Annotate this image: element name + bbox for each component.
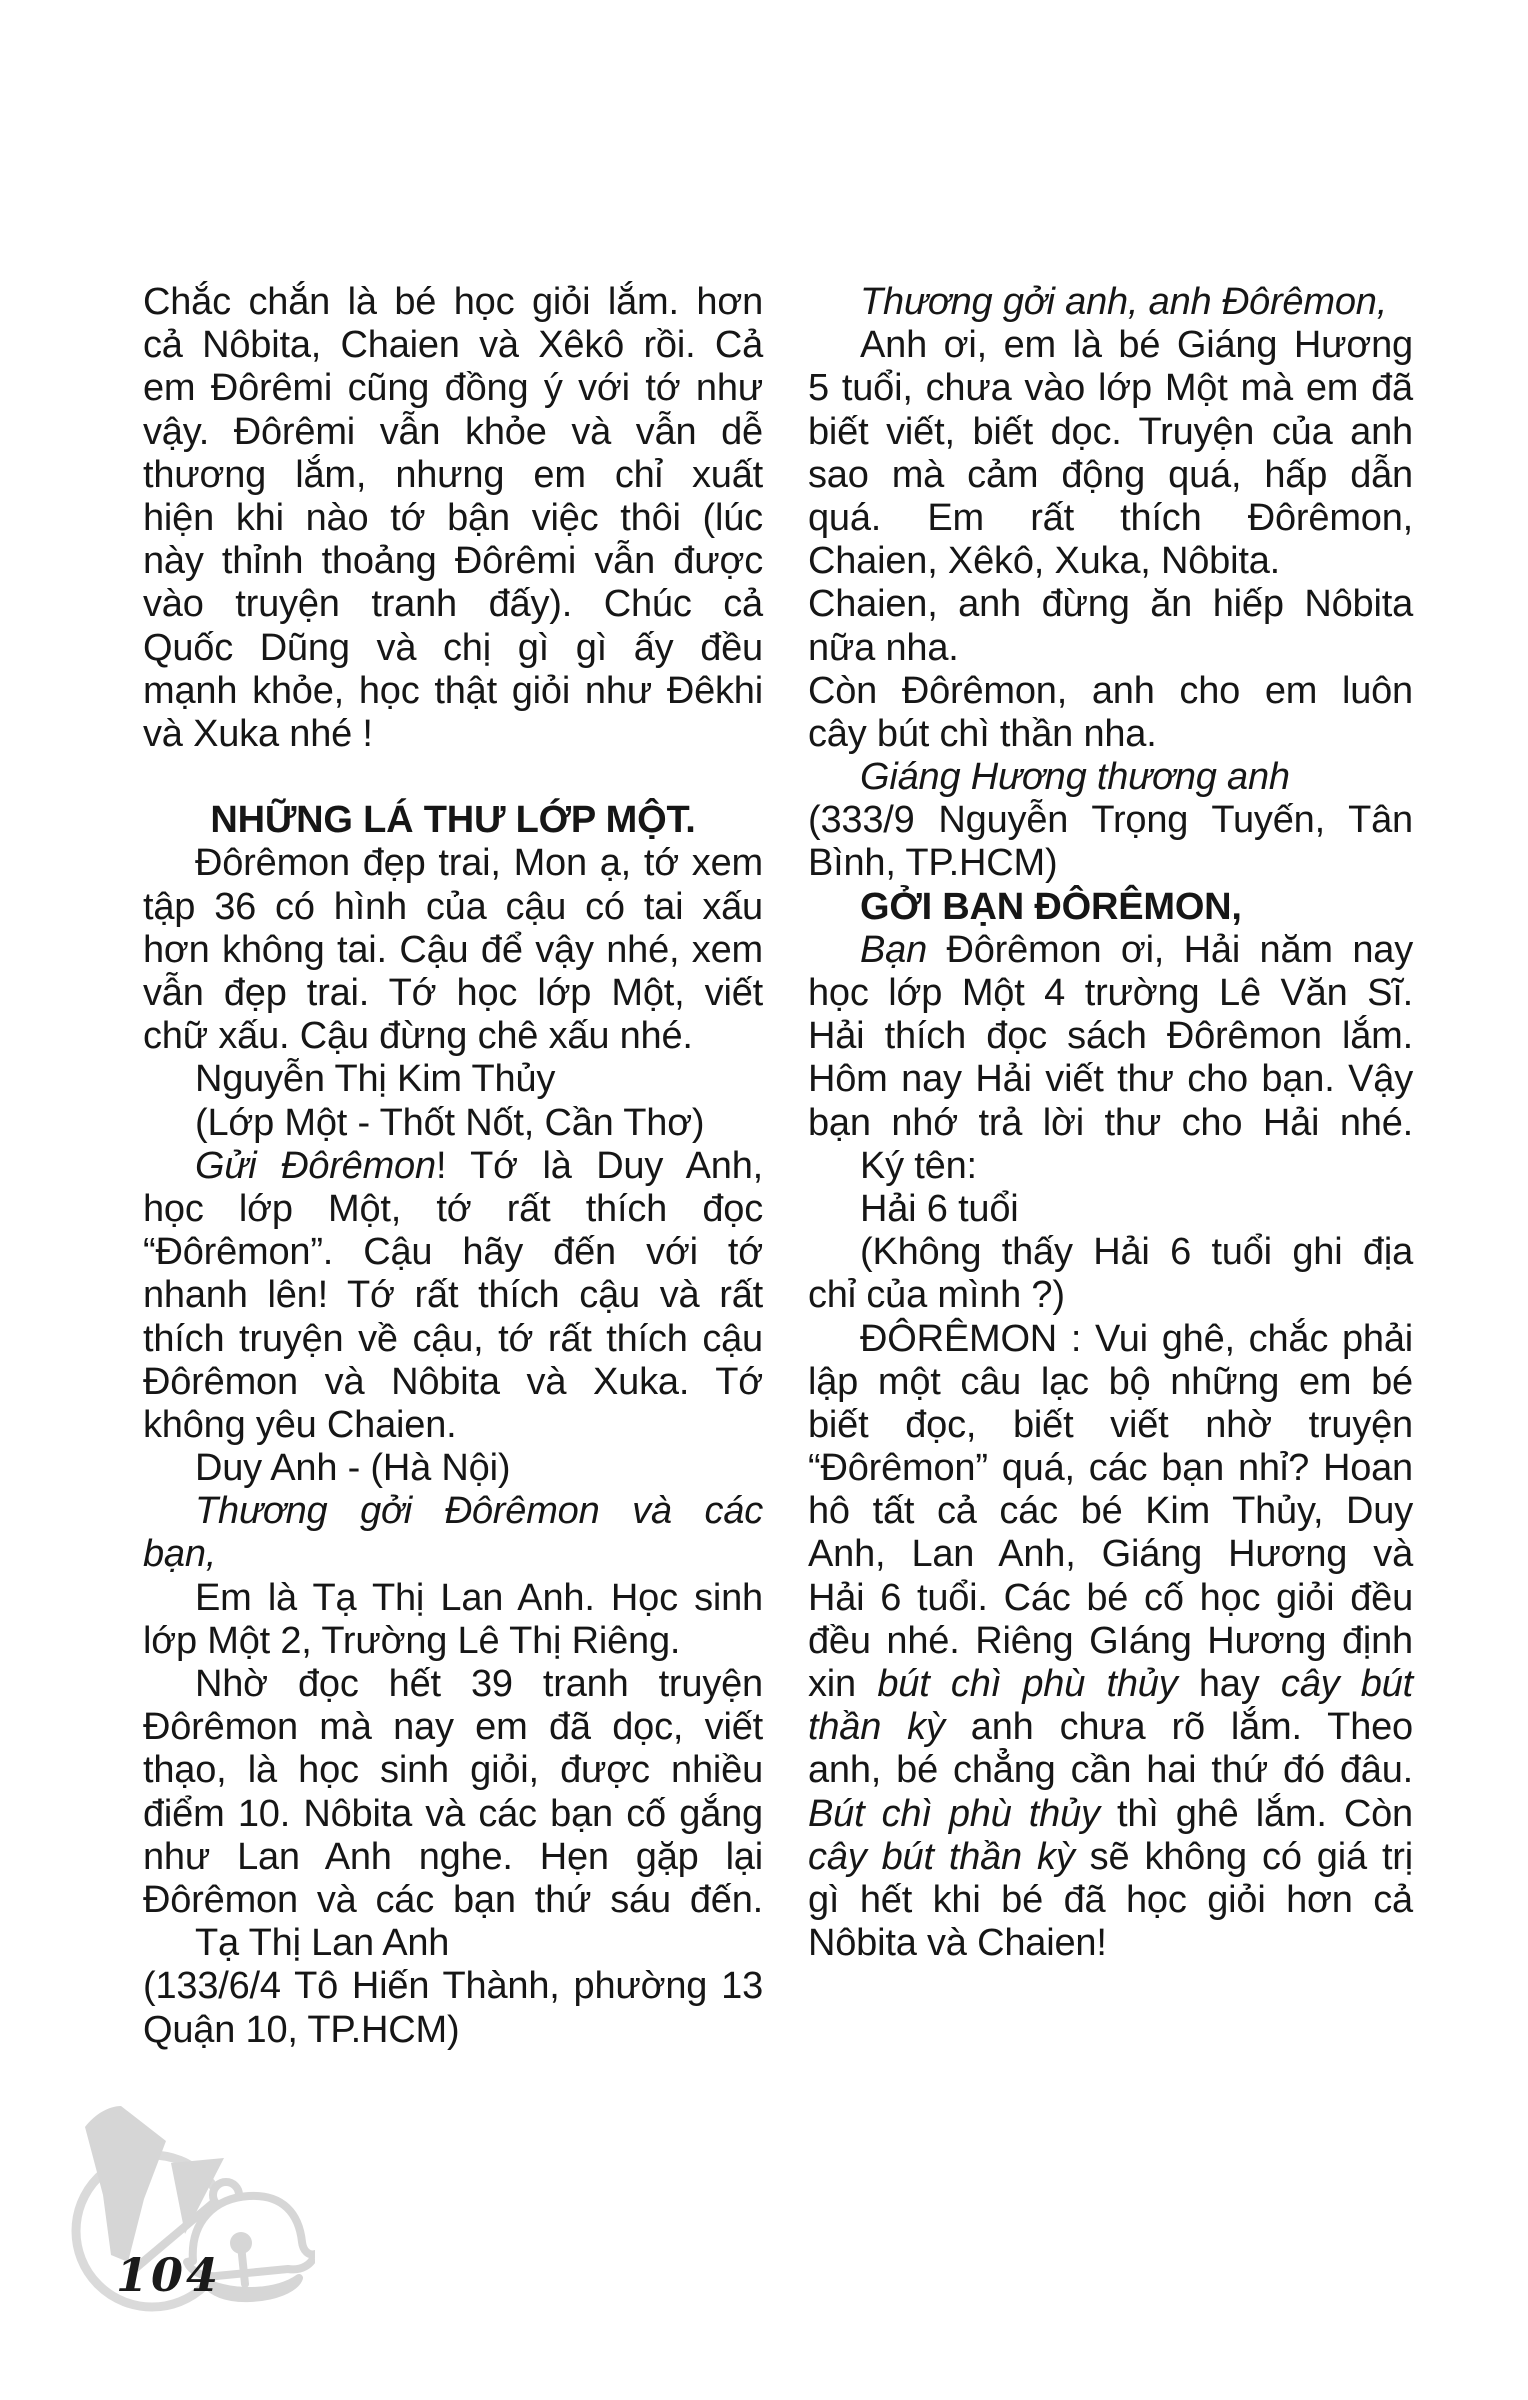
text-line: Bạn Đôrêmon ơi, Hải năm nay (860, 928, 1413, 971)
right-text-column (808, 281, 1413, 1965)
text-line: vẫn đẹp trai. Tớ học lớp Một, viết (143, 972, 763, 1014)
text-line: thương lắm, nhưng em chỉ xuất (143, 453, 763, 496)
text-line: biết đọc, biết viết nhờ truyện (808, 1403, 1413, 1446)
text-line: ĐÔRÊMON : Vui ghê, chắc phải (860, 1317, 1413, 1360)
text-line: Đôrêmon và Nôbita và Xuka. Tớ (143, 1360, 763, 1403)
text-line: Nhờ đọc hết 39 tranh truyện (195, 1663, 763, 1705)
text-line: chỉ của mình ?) (808, 1274, 1065, 1317)
text-line: hô tất cả các bé Kim Thủy, Duy (808, 1490, 1413, 1533)
text-line: gì hết khi bé đã học giỏi hơn cả (808, 1878, 1413, 1921)
text-line: vậy. Đôrêmi vẫn khỏe và vẫn dễ (143, 410, 763, 453)
text-line: anh, bé chẳng cần hai thứ đó đâu. (808, 1749, 1413, 1792)
text-line: tập 36 có hình của cậu có tai xấu (143, 885, 763, 928)
text-line: vào truyện tranh đấy). Chúc cả (143, 583, 763, 626)
text-line: cả Nôbita, Chaien và Xêkô rồi. Cả (143, 324, 763, 367)
text-line: Quốc Dũng và chị gì gì ấy đều (143, 626, 763, 669)
text-line: Anh, Lan Anh, Giáng Hương và (808, 1533, 1413, 1576)
text-line: Nguyễn Thị Kim Thủy (195, 1058, 556, 1101)
text-line: quá. Em rất thích Đôrêmon, (808, 496, 1413, 539)
text-line: Hôm nay Hải viết thư cho bạn. Vậy (808, 1058, 1413, 1101)
section-heading: NHỮNG LÁ THƯ LỚP MỘT. (210, 799, 696, 842)
text-line: Đôrêmon đẹp trai, Mon ạ, tớ xem (195, 842, 763, 885)
text-line: Hải 6 tuổi (860, 1187, 1019, 1230)
text-line: như Lan Anh nghe. Hẹn gặp lại (143, 1835, 763, 1878)
text-line: cây bút chì thần nha. (808, 712, 1157, 755)
text-line: (Không thấy Hải 6 tuổi ghi địa (860, 1231, 1413, 1274)
text-line: Nôbita và Chaien! (808, 1922, 1107, 1965)
text-line: Giáng Hương thương anh (860, 756, 1290, 799)
text-line: (Lớp Một - Thốt Nốt, Cần Thơ) (195, 1101, 705, 1144)
page-number: 104 (116, 2248, 222, 2302)
text-line: hơn không tai. Cậu để vậy nhé, xem (143, 928, 763, 971)
text-line: Tạ Thị Lan Anh (195, 1922, 450, 1965)
blank-line (143, 756, 763, 799)
text-line: em Đôrêmi cũng đồng ý với tớ như (143, 367, 763, 410)
text-line: (133/6/4 Tô Hiến Thành, phường 13 (143, 1965, 763, 2008)
text-line: Ký tên: (860, 1144, 977, 1187)
text-line: bạn nhớ trả lời thư cho Hải nhé. (808, 1101, 1413, 1144)
text-line: thích truyện về cậu, tớ rất thích cậu (143, 1317, 763, 1360)
text-line: đều nhé. Riêng GIáng Hương định (808, 1619, 1413, 1662)
text-line: điểm 10. Nôbita và các bạn cố gắng (143, 1792, 763, 1835)
text-line: nhanh lên! Tớ rất thích cậu và rất (143, 1274, 763, 1317)
text-line: sao mà cảm động quá, hấp dẫn (808, 453, 1413, 496)
text-line: bạn, (143, 1533, 217, 1576)
text-line: lớp Một 2, Trường Lê Thị Riêng. (143, 1619, 681, 1662)
text-line: Gửi Đôrêmon! Tớ là Duy Anh, (195, 1144, 763, 1187)
text-line: Duy Anh - (Hà Nội) (195, 1447, 511, 1490)
text-line: hiện khi nào tớ bận việc thôi (lúc (143, 496, 763, 539)
text-line: Thương gởi Đôrêmon và các (195, 1490, 763, 1533)
text-line: “Đôrêmon” quá, các bạn nhỉ? Hoan (808, 1447, 1413, 1490)
text-line: Anh ơi, em là bé Giáng Hương (860, 324, 1413, 367)
text-line: Thương gởi anh, anh Đôrêmon, (860, 281, 1388, 323)
text-line: Chaien, anh đừng ăn hiếp Nôbita (808, 583, 1413, 626)
text-line: học lớp Một 4 trường Lê Văn Sĩ. (808, 972, 1413, 1014)
text-line: “Đôrêmon”. Cậu hãy đến với tớ (143, 1231, 763, 1274)
text-line: thạo, là học sinh giỏi, được nhiều (143, 1749, 763, 1792)
text-line: Đôrêmon mà nay em đã dọc, viết (143, 1706, 763, 1749)
text-line: Hải thích đọc sách Đôrêmon lắm. (808, 1015, 1413, 1058)
text-line: Bút chì phù thủy thì ghê lắm. Còn (808, 1792, 1413, 1835)
text-line: Đôrêmon và các bạn thứ sáu đến. (143, 1878, 763, 1921)
text-line: Bình, TP.HCM) (808, 842, 1058, 885)
text-line: Chaien, Xêkô, Xuka, Nôbita. (808, 540, 1280, 583)
left-text-column (143, 281, 763, 2052)
text-line: (333/9 Nguyễn Trọng Tuyến, Tân (808, 799, 1413, 842)
text-line: biết viết, biết dọc. Truyện của anh (808, 410, 1413, 453)
text-line: thần kỳ anh chưa rõ lắm. Theo (808, 1706, 1413, 1749)
text-line: và Xuka nhé ! (143, 712, 373, 755)
text-line: cây bút thần kỳ sẽ không có giá trị (808, 1835, 1413, 1878)
text-line: Quận 10, TP.HCM) (143, 2008, 460, 2051)
text-line: mạnh khỏe, học thật giỏi như Đêkhi (143, 669, 763, 712)
text-line: Em là Tạ Thị Lan Anh. Học sinh (195, 1576, 763, 1619)
text-line: Chắc chắn là bé học giỏi lắm. hơn (143, 281, 763, 323)
text-line: này thỉnh thoảng Đôrêmi vẫn được (143, 540, 763, 583)
text-line: chữ xấu. Cậu đừng chê xấu nhé. (143, 1015, 693, 1058)
text-line: 5 tuổi, chưa vào lớp Một mà em đã (808, 367, 1413, 410)
text-line: xin bút chì phù thủy hay cây bút (808, 1663, 1413, 1705)
text-line: không yêu Chaien. (143, 1403, 457, 1446)
text-line: Còn Đôrêmon, anh cho em luôn (808, 669, 1413, 712)
text-line: lập một câu lạc bộ những em bé (808, 1360, 1413, 1403)
text-line: học lớp Một, tớ rất thích đọc (143, 1187, 763, 1230)
text-line: Hải 6 tuổi. Các bé cố học giỏi đều (808, 1576, 1413, 1619)
text-line: nữa nha. (808, 626, 959, 669)
text-line: GỞI BẠN ĐÔRÊMON, (860, 885, 1242, 928)
